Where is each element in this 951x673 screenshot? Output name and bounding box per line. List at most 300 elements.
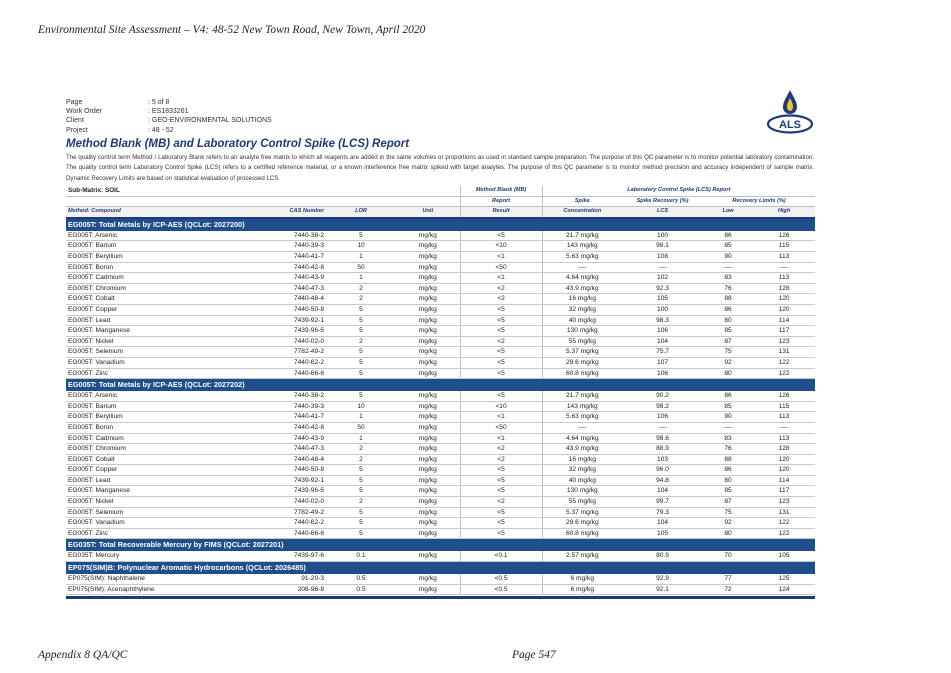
table-cell: mg/kg <box>396 283 460 294</box>
table-cell: 10 <box>326 401 396 412</box>
table-cell: mg/kg <box>396 584 460 595</box>
table-cell: mg/kg <box>396 401 460 412</box>
table-row <box>66 401 815 412</box>
table-cell: EG005T: Chromium <box>66 444 214 455</box>
table-cell: 79.3 <box>622 507 703 518</box>
table-cell: 92.3 <box>622 283 703 294</box>
table-cell: 5.63 mg/kg <box>542 252 622 263</box>
table-cell: 5.37 mg/kg <box>542 347 622 358</box>
table-cell: mg/kg <box>396 433 460 444</box>
table-cell: 2 <box>326 336 396 347</box>
table-cell: ---- <box>542 422 622 433</box>
table-cell: 85 <box>703 241 753 252</box>
table-cell: EG005T: Arsenic <box>66 230 214 241</box>
table-cell: EG005T: Nickel <box>66 336 214 347</box>
table-cell: EG005T: Beryllium <box>66 412 214 423</box>
table-cell: mg/kg <box>396 336 460 347</box>
table-cell: 5 <box>326 368 396 379</box>
table-cell: mg/kg <box>396 326 460 337</box>
table-cell: 90 <box>703 412 753 423</box>
table-cell: EG005T: Chromium <box>66 283 214 294</box>
table-row <box>66 294 815 305</box>
table-row <box>66 422 815 433</box>
table-cell: 105 <box>753 551 815 562</box>
meta-row <box>66 98 816 107</box>
table-cell: 108 <box>622 252 703 263</box>
table-row <box>66 283 815 294</box>
table-cell: 96.0 <box>622 465 703 476</box>
table-cell: 88 <box>703 454 753 465</box>
table-cell: 143 mg/kg <box>542 241 622 252</box>
table-cell: 4.64 mg/kg <box>542 273 622 284</box>
table-cell: <5 <box>460 304 542 315</box>
table-cell: EG005T: Lead <box>66 315 214 326</box>
table-cell: 113 <box>753 433 815 444</box>
table-cell: 7440-41-7 <box>214 252 326 263</box>
table-cell: EG005T: Copper <box>66 304 214 315</box>
table-cell: EG005T: Barium <box>66 241 214 252</box>
table-cell: <2 <box>460 454 542 465</box>
spike-header: Spike <box>542 196 622 207</box>
table-cell: EG005T: Cadmium <box>66 273 214 284</box>
table-cell: 77 <box>703 574 753 585</box>
table-cell: 75 <box>703 507 753 518</box>
table-cell: 122 <box>753 357 815 368</box>
table-cell: 7440-02-0 <box>214 336 326 347</box>
table-cell: 92 <box>703 357 753 368</box>
footer-appendix: Appendix 8 QA/QC <box>38 649 128 661</box>
table-cell: <5 <box>460 368 542 379</box>
table-cell: 92 <box>703 518 753 529</box>
table-cell: 7439-92-1 <box>214 475 326 486</box>
table-cell: 126 <box>753 230 815 241</box>
table-cell: 2 <box>326 454 396 465</box>
table-cell: <5 <box>460 230 542 241</box>
table-cell: 80 <box>703 528 753 539</box>
table-cell: mg/kg <box>396 454 460 465</box>
table-cell: mg/kg <box>396 422 460 433</box>
table-cell: 1 <box>326 433 396 444</box>
table-cell: 5 <box>326 326 396 337</box>
table-cell: mg/kg <box>396 465 460 476</box>
col-lcs: LCS <box>622 207 703 218</box>
table-row <box>66 315 815 326</box>
meta-row <box>66 126 816 135</box>
table-cell: 5 <box>326 357 396 368</box>
table-cell: 7440-47-3 <box>214 444 326 455</box>
table-cell: 92.1 <box>622 584 703 595</box>
meta-value: : 48 - 52 <box>148 126 174 134</box>
table-row <box>66 336 815 347</box>
table-cell: 21.7 mg/kg <box>542 391 622 402</box>
running-header: Environmental Site Assessment – V4: 48-52 New Town Road, New Town, April 2020 <box>38 24 426 36</box>
table-cell: 7440-62-2 <box>214 357 326 368</box>
table-cell: 126 <box>753 391 815 402</box>
col-compound: Method: Compound <box>66 207 214 218</box>
table-cell: <1 <box>460 252 542 263</box>
mb-header: Method Blank (MB) <box>460 186 542 196</box>
logo-text: ALS <box>779 119 801 131</box>
meta-row <box>66 107 816 116</box>
meta-key: Work Order <box>66 108 103 116</box>
table-cell: 40 mg/kg <box>542 315 622 326</box>
table-cell: 7782-49-2 <box>214 507 326 518</box>
table-bottom-rule <box>66 596 815 599</box>
table-cell: mg/kg <box>396 368 460 379</box>
table-cell: 70 <box>703 551 753 562</box>
table-row <box>66 241 815 252</box>
table-cell: <5 <box>460 528 542 539</box>
group-title: EG035T: Total Recoverable Mercury by FIMS (QCLot: 2027201) <box>66 539 815 551</box>
table-cell: <0.5 <box>460 584 542 595</box>
table-cell: 98.3 <box>622 315 703 326</box>
table-cell: <2 <box>460 444 542 455</box>
table-cell: 40 mg/kg <box>542 475 622 486</box>
table-cell: 80 <box>703 315 753 326</box>
table-cell: 7440-48-4 <box>214 454 326 465</box>
table-cell: 104 <box>622 486 703 497</box>
table-cell: 7440-39-3 <box>214 401 326 412</box>
spike-recovery-header: Spike Recovery (%) <box>622 196 703 207</box>
table-cell: <5 <box>460 465 542 476</box>
table-cell: ---- <box>753 422 815 433</box>
table-cell: EG005T: Zinc <box>66 528 214 539</box>
table-cell: 113 <box>753 412 815 423</box>
table-cell: EG005T: Cobalt <box>66 294 214 305</box>
table-row <box>66 444 815 455</box>
footer-page-number: Page 547 <box>512 649 556 661</box>
table-cell: 122 <box>753 518 815 529</box>
table-cell: <2 <box>460 336 542 347</box>
table-cell: 2 <box>326 283 396 294</box>
table-cell: 7439-92-1 <box>214 315 326 326</box>
table-cell: 60.8 mg/kg <box>542 368 622 379</box>
column-headers <box>66 207 815 218</box>
table-cell: 86 <box>703 391 753 402</box>
table-row <box>66 357 815 368</box>
table-cell: <50 <box>460 422 542 433</box>
table-cell: 7782-49-2 <box>214 347 326 358</box>
table-cell: 5 <box>326 528 396 539</box>
col-result: Result <box>460 207 542 218</box>
table-cell: 131 <box>753 347 815 358</box>
table-cell: 7440-50-8 <box>214 465 326 476</box>
table-cell: 130 mg/kg <box>542 486 622 497</box>
table-cell: 76 <box>703 444 753 455</box>
table-cell: 29.6 mg/kg <box>542 357 622 368</box>
table-cell: ---- <box>753 262 815 273</box>
table-cell: 75.7 <box>622 347 703 358</box>
table-row <box>66 584 815 595</box>
table-cell: mg/kg <box>396 241 460 252</box>
table-cell: 113 <box>753 252 815 263</box>
table-cell: mg/kg <box>396 551 460 562</box>
table-cell: EG005T: Selenium <box>66 507 214 518</box>
col-low: Low <box>703 207 753 218</box>
group-title: EP075(SIM)B: Polynuclear Aromatic Hydrocarbons (QCLot: 2026485) <box>66 562 815 574</box>
table-cell: <5 <box>460 486 542 497</box>
table-cell: 106 <box>622 412 703 423</box>
meta-value: : GEO-ENVIRONMENTAL SOLUTIONS <box>148 117 272 125</box>
table-cell: 10 <box>326 241 396 252</box>
table-cell: 86 <box>703 230 753 241</box>
group-header <box>66 218 815 231</box>
table-cell: 7440-47-3 <box>214 283 326 294</box>
table-cell: mg/kg <box>396 574 460 585</box>
table-cell: mg/kg <box>396 518 460 529</box>
table-cell: 105 <box>622 294 703 305</box>
table-cell: ---- <box>703 422 753 433</box>
table-cell: 85 <box>703 486 753 497</box>
table-row <box>66 551 815 562</box>
table-cell: mg/kg <box>396 528 460 539</box>
table-cell: EG005T: Boron <box>66 422 214 433</box>
table-row <box>66 454 815 465</box>
table-cell: 7439-96-5 <box>214 326 326 337</box>
table-cell: 94.8 <box>622 475 703 486</box>
table-cell: 122 <box>753 368 815 379</box>
table-cell: 86 <box>703 304 753 315</box>
table-cell: mg/kg <box>396 252 460 263</box>
table-cell: 98.2 <box>622 401 703 412</box>
table-row <box>66 304 815 315</box>
table-cell: 5 <box>326 304 396 315</box>
table-cell: EG005T: Barium <box>66 401 214 412</box>
table-row <box>66 230 815 241</box>
table-cell: 106 <box>622 368 703 379</box>
table-cell: 5.63 mg/kg <box>542 412 622 423</box>
table-cell: 7440-38-2 <box>214 230 326 241</box>
table-cell: ---- <box>703 262 753 273</box>
table-cell: <5 <box>460 507 542 518</box>
table-cell: 124 <box>753 584 815 595</box>
table-cell: EG005T: Cadmium <box>66 433 214 444</box>
table-cell: <50 <box>460 262 542 273</box>
table-cell: 90.2 <box>622 391 703 402</box>
col-cas: CAS Number <box>214 207 326 218</box>
table-cell: <5 <box>460 475 542 486</box>
table-cell: 100 <box>622 230 703 241</box>
col-lor: LOR <box>326 207 396 218</box>
table-cell: 143 mg/kg <box>542 401 622 412</box>
table-cell: mg/kg <box>396 304 460 315</box>
group-header <box>66 379 815 391</box>
table-cell: 100 <box>622 304 703 315</box>
table-cell: EG005T: Vanadium <box>66 518 214 529</box>
table-cell: 123 <box>753 336 815 347</box>
table-cell: 2.57 mg/kg <box>542 551 622 562</box>
table-cell: 5 <box>326 475 396 486</box>
table-cell: ---- <box>542 262 622 273</box>
table-cell: 7439-97-6 <box>214 551 326 562</box>
table-cell: 115 <box>753 401 815 412</box>
table-cell: <5 <box>460 326 542 337</box>
table-cell: <0.1 <box>460 551 542 562</box>
table-cell: <5 <box>460 518 542 529</box>
table-row <box>66 391 815 402</box>
table-cell: EG005T: Vanadium <box>66 357 214 368</box>
table-cell: 83 <box>703 433 753 444</box>
col-high: High <box>753 207 815 218</box>
table-cell: 7439-96-5 <box>214 486 326 497</box>
table-row <box>66 412 815 423</box>
table-cell: <5 <box>460 391 542 402</box>
table-cell: 32 mg/kg <box>542 465 622 476</box>
table-cell: mg/kg <box>396 444 460 455</box>
table-cell: 2 <box>326 444 396 455</box>
table-row <box>66 528 815 539</box>
table-cell: 80 <box>703 475 753 486</box>
table-cell: 117 <box>753 486 815 497</box>
table-cell: EP075(SIM): Acenaphthylene <box>66 584 214 595</box>
table-cell: 1 <box>326 273 396 284</box>
meta-key: Client <box>66 117 84 125</box>
table-cell: 98.1 <box>622 241 703 252</box>
table-cell: 5 <box>326 230 396 241</box>
table-cell: 85 <box>703 401 753 412</box>
table-cell: <1 <box>460 433 542 444</box>
table-cell: 7440-38-2 <box>214 391 326 402</box>
table-cell: 43.9 mg/kg <box>542 444 622 455</box>
table-cell: 122 <box>753 528 815 539</box>
table-cell: 5 <box>326 347 396 358</box>
table-cell: <5 <box>460 357 542 368</box>
table-cell: mg/kg <box>396 497 460 508</box>
table-cell: 125 <box>753 574 815 585</box>
table-cell: 76 <box>703 283 753 294</box>
table-cell: EG005T: Manganese <box>66 486 214 497</box>
table-row <box>66 326 815 337</box>
table-cell: mg/kg <box>396 273 460 284</box>
table-cell: 98.6 <box>622 433 703 444</box>
table-cell: 7440-43-9 <box>214 273 326 284</box>
table-cell: <2 <box>460 294 542 305</box>
table-cell: 2 <box>326 497 396 508</box>
table-cell: 80 <box>703 368 753 379</box>
table-cell: EG035T: Mercury <box>66 551 214 562</box>
table-cell: 6 mg/kg <box>542 574 622 585</box>
table-cell: <10 <box>460 241 542 252</box>
table-cell: EG005T: Selenium <box>66 347 214 358</box>
table-cell: 123 <box>753 497 815 508</box>
table-cell: 91-20-3 <box>214 574 326 585</box>
table-cell: 6 mg/kg <box>542 584 622 595</box>
table-cell: 106 <box>622 326 703 337</box>
table-cell: 87 <box>703 497 753 508</box>
table-cell: 5 <box>326 315 396 326</box>
meta-key: Project <box>66 126 88 134</box>
group-header <box>66 562 815 574</box>
report <box>66 98 816 599</box>
table-cell: 50 <box>326 422 396 433</box>
table-row <box>66 475 815 486</box>
table-cell: 5 <box>326 486 396 497</box>
table-cell: 7440-50-8 <box>214 304 326 315</box>
table-cell: 80.9 <box>622 551 703 562</box>
table-cell: <0.5 <box>460 574 542 585</box>
page-title: Method Blank (MB) and Laboratory Control Spike (LCS) Report <box>66 137 410 150</box>
table-cell: 7440-39-3 <box>214 241 326 252</box>
table-cell: 50 <box>326 262 396 273</box>
table-cell: 0.5 <box>326 574 396 585</box>
meta-value: : ES1833261 <box>148 108 189 116</box>
table-row <box>66 347 815 358</box>
sub-matrix: Sub-Matrix: SOIL <box>66 186 460 196</box>
table-row <box>66 273 815 284</box>
table-cell: 130 mg/kg <box>542 326 622 337</box>
table-row <box>66 262 815 273</box>
als-logo <box>764 88 816 134</box>
table-row <box>66 433 815 444</box>
table-cell: mg/kg <box>396 391 460 402</box>
table-cell: 5 <box>326 507 396 518</box>
table-cell: 87 <box>703 336 753 347</box>
table-cell: 0.1 <box>326 551 396 562</box>
table-cell: 7440-66-6 <box>214 528 326 539</box>
table-cell: mg/kg <box>396 315 460 326</box>
table-cell: 120 <box>753 304 815 315</box>
report-meta <box>66 98 816 135</box>
table-cell: mg/kg <box>396 357 460 368</box>
table-cell: 128 <box>753 283 815 294</box>
lcs-header: Laboratory Control Spike (LCS) Report <box>542 186 815 196</box>
table-cell: 88.9 <box>622 444 703 455</box>
table-cell: EG005T: Nickel <box>66 497 214 508</box>
table-cell: 120 <box>753 294 815 305</box>
table-cell: 128 <box>753 444 815 455</box>
table-cell: 5 <box>326 465 396 476</box>
table-cell: EG005T: Manganese <box>66 326 214 337</box>
table-cell: <5 <box>460 347 542 358</box>
table-cell: ---- <box>622 262 703 273</box>
intro-paragraph: The quality control term Method / Laboratory Blank refers to an analyte free matrix to which all reagents are added in the same volumes or proportions as used in standard sample preparation. The purpose of this QC parameter is to monitor potential laboratory contamination. The quality control term Laboratory Control Spike (LCS) refers to a certified reference material, or a known interference free matrix spiked with target analytes. The purpose of this QC parameter is to monitor method precision and accuracy independent of sample matrix. Dynamic Recovery Limits are based on statistical evaluation of processed LCS. <box>66 153 814 182</box>
table-cell: 88 <box>703 294 753 305</box>
table-cell: mg/kg <box>396 347 460 358</box>
table-cell: 32 mg/kg <box>542 304 622 315</box>
table-cell: 103 <box>622 454 703 465</box>
table-cell: 7440-62-2 <box>214 518 326 529</box>
table-row <box>66 507 815 518</box>
table-cell: EG005T: Boron <box>66 262 214 273</box>
qc-table <box>66 186 815 595</box>
table-cell: 104 <box>622 336 703 347</box>
table-cell: 90 <box>703 252 753 263</box>
table-row <box>66 368 815 379</box>
table-cell: 43.9 mg/kg <box>542 283 622 294</box>
table-cell: EG005T: Arsenic <box>66 391 214 402</box>
meta-row <box>66 116 816 125</box>
table-cell: mg/kg <box>396 294 460 305</box>
col-unit: Unit <box>396 207 460 218</box>
table-cell: EG005T: Lead <box>66 475 214 486</box>
table-cell: mg/kg <box>396 475 460 486</box>
table-cell: 72 <box>703 584 753 595</box>
table-cell: 75 <box>703 347 753 358</box>
table-cell: 1 <box>326 412 396 423</box>
table-cell: 7440-66-6 <box>214 368 326 379</box>
table-cell: 55 mg/kg <box>542 497 622 508</box>
table-cell: 7440-43-9 <box>214 433 326 444</box>
table-cell: 115 <box>753 241 815 252</box>
table-cell: 5 <box>326 518 396 529</box>
table-cell: <2 <box>460 497 542 508</box>
table-cell: EG005T: Beryllium <box>66 252 214 263</box>
table-cell: 131 <box>753 507 815 518</box>
table-cell: mg/kg <box>396 262 460 273</box>
table-row <box>66 486 815 497</box>
table-row <box>66 465 815 476</box>
table-cell: 0.5 <box>326 584 396 595</box>
